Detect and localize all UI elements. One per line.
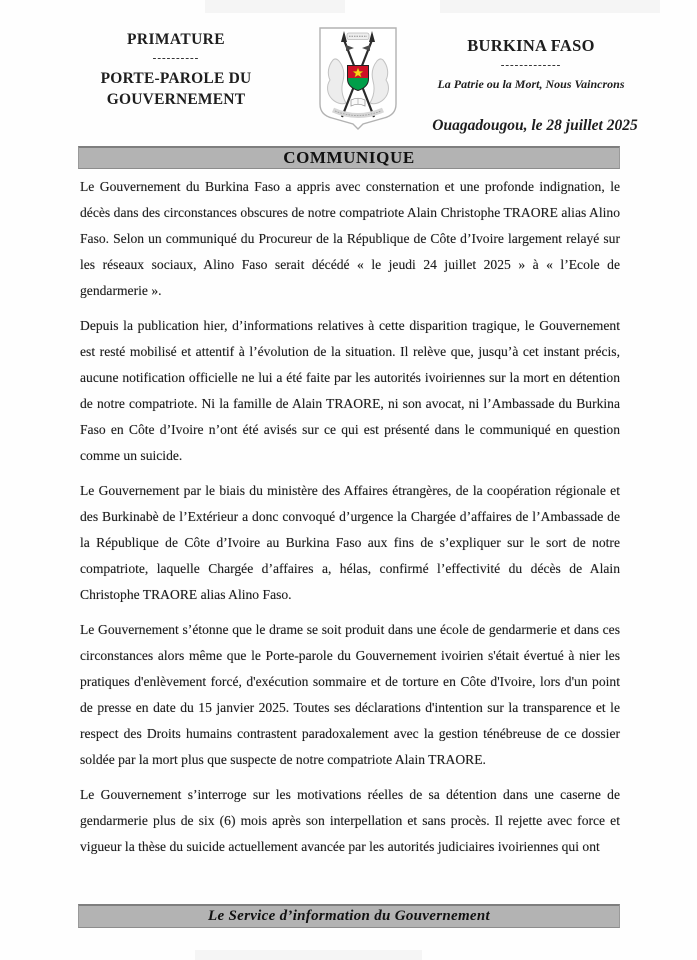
right-divider-dashes: ------------- [500, 59, 562, 71]
left-divider-dashes: ---------- [152, 52, 200, 64]
scan-artifact-top-left [205, 0, 345, 13]
burkina-faso-coat-of-arms [317, 26, 399, 130]
footer-service-banner: Le Service d’information du Gouvernement [78, 904, 620, 928]
dateline: Ouagadougou, le 28 juillet 2025 [432, 117, 638, 134]
country-name: BURKINA FASO [467, 36, 595, 55]
communique-title-banner: COMMUNIQUE [78, 146, 620, 169]
communique-body [80, 174, 620, 869]
paragraph-5: Le Gouvernement s’interroge sur les motivations réelles de sa détention dans une caserne de gendarmerie plus de six (6) mois après son interpellation et sans procès. Il rejette avec force et vigueur la thèse du suicide actuellement avancée par les autorités judiciaires ivoiriennes qui ont [80, 787, 620, 854]
scan-artifact-bottom-right [292, 950, 422, 960]
paragraph-2: Depuis la publication hier, d’informations relatives à cette disparition tragique, le Gouvernement est resté mobilisé et attentif à l’évolution de la situation. Il relève que, jusqu’à cet instant précis, aucune notification officielle ne lui a été faite par les autorités ivoiriennes sur la mort en détention de notre compatriote. Ni la famille de Alain TRAORE, ni son avocat, ni l’Ambassade du Burkina Faso en Côte d’Ivoire n’ont été avisés sur ce qui est présenté dans le communiqué en question comme un suicide. [80, 318, 620, 463]
porte-parole-subtitle: PORTE-PAROLE DU GOUVERNEMENT [100, 70, 252, 108]
paragraph-3: Le Gouvernement par le biais du ministère des Affaires étrangères, de la coopération régionale et des Burkinabè de l’Extérieur a donc convoqué d’urgence la Chargée d’affaires de l’Ambassade de la République de Côte d’Ivoire au Burkina Faso aux fins de s’expliquer sur le sort de notre compatriote, laquelle Chargée d’affaires a, hélas, confirmé l’effectivité du décès de Alain Christophe TRAORE alias Alino Faso. [80, 483, 620, 602]
coat-of-arms-icon [317, 26, 399, 130]
header-right-block [425, 36, 637, 92]
scan-artifact-top-right [440, 0, 660, 13]
paragraph-1: Le Gouvernement du Burkina Faso a appris avec consternation et une profonde indignation, le décès dans des circonstances obscures de notre compatriote Alain Christophe TRAORE alias Alino Faso. Selon un communiqué du Procureur de la République de Côte d’Ivoire largement relayé sur les réseaux sociaux, Alino Faso serait décédé « le jeudi 24 juillet 2025 » à « l’Ecole de gendarmerie ». [80, 179, 620, 298]
national-motto: La Patrie ou la Mort, Nous Vaincrons [437, 77, 625, 91]
paragraph-4: Le Gouvernement s’étonne que le drame se soit produit dans une école de gendarmerie et dans ces circonstances alors même que le Porte-parole du Gouvernement ivoirien s'était évertué à nier les pratiques d'enlèvement forcé, d'exécution sommaire et de torture en Côte d'Ivoire, lors d'un point de presse en date du 15 janvier 2025. Toutes ses déclarations d'intention sur la transparence et le respect des Droits humains contrastent paradoxalement avec la gestion ténébreuse de ce dossier soldée par la mort plus que suspecte de notre compatriote Alain TRAORE. [80, 622, 620, 767]
primature-title: PRIMATURE [126, 31, 226, 48]
header-left-block [62, 31, 290, 110]
